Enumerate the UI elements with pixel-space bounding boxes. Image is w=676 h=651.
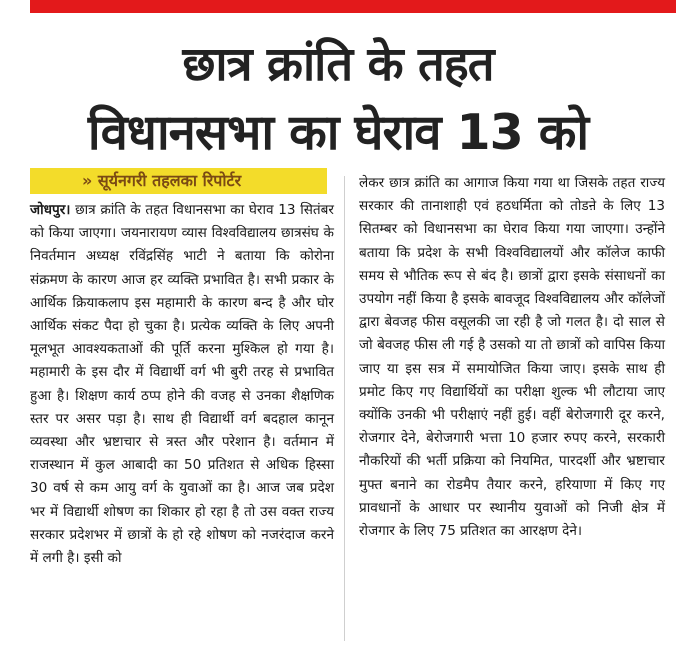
headline-line-1: छात्र क्रांति के तहत (182, 37, 494, 92)
column-divider (344, 176, 345, 641)
article-column-1 (30, 199, 334, 570)
dateline-place: जोधपुर। (30, 202, 71, 218)
article-column-2 (359, 172, 665, 543)
column-1-text: छात्र क्रांति के तहत विधानसभा का घेराव 13 सितंबर को किया जाएगा। जयनारायण व्यास विश्वविद्यालय छात्रसंघ के निवर्तमान अध्यक्ष रविंद्रसिंह भाटी ने बताया कि कोरोना संक्रमण के कारण आज हर व्यक्ति प्रभावित है। सभी प्रकार के आर्थिक क्रियाकलाप इस महामारी के कारण बन्द है और घोर आर्थिक संकट पैदा हो चुका है। प्रत्येक व्यक्ति के लिए अपनी मूलभूत आवश्यकताओं की पूर्ति करना मुश्किल हो गया है। महामारी के इस दौर में विद्यार्थी वर्ग भी बुरी तरह से प्रभावित हुआ है। शिक्षण कार्य ठप्प होने की वजह से उनका शैक्षणिक स्तर पर असर पड़ा है। साथ ही विद्यार्थी वर्ग बदहाल कानून व्यवस्था और भ्रष्टाचार से त्रस्त और परेशान है। वर्तमान में राजस्थान में कुल आबादी का 50 प्रतिशत से अधिक हिस्सा 30 वर्ष से कम आयु वर्ग के युवाओं का है। आज जब प्रदेश भर में विद्यार्थी शोषण का शिकार हो रहा है तो उस वक्त राज्य सरकार प्रदेशभर में छात्रों के हो रहे शोषण को नजरंदाज करने में लगी है। इसी को (30, 202, 334, 567)
reporter-byline: » सूर्यनगरी तहलका रिपोर्टर (30, 168, 327, 194)
top-red-bar (30, 0, 676, 13)
column-2-text: लेकर छात्र क्रांति का आगाज किया गया था जिसके तहत राज्य सरकार की तानाशाही एवं हठधर्मिता को तोडऩे के लिए 13 सितम्बर को विधानसभा का घेराव किया गया जाएगा। उन्होंने बताया कि प्रदेश के सभी विश्वविद्यालयों और कॉलेज काफी समय से भौतिक रूप से बंद है। छात्रों द्वारा इसके संसाधनों का उपयोग नहीं किया है इसके बावजूद विश्वविद्यालय और कॉलेजों द्वारा बेवजह फीस वसूलकी जा रही है जो गलत है। दो साल से जो बेवजह फीस ली गई है उसको या तो छात्रों को वापिस किया जाए या इस सत्र में समायोजित किया जाए। इसके साथ ही प्रमोट किए गए विद्यार्थियों का परीक्षा शुल्क भी लौटाया जाए क्योंकि उनकी भी परीक्षाएं नहीं हुई। वहीं बेरोजगारी दूर करने, रोजगार देने, बेरोजगारी भत्ता 10 हजार रुपए करने, सरकारी नौकरियों की भर्ती प्रक्रिया को नियमित, पारदर्शी और भ्रष्टाचार मुफ्त बनाने का रोडमैप तैयार करने, हरियाणा में किए गए प्रावधानों के आधार पर स्थानीय युवाओं को निजी क्षेत्र में रोजगार के लिए 75 प्रतिशत का आरक्षण देने। (359, 175, 665, 540)
headline-line-2: विधानसभा का घेराव 13 को (87, 104, 589, 161)
